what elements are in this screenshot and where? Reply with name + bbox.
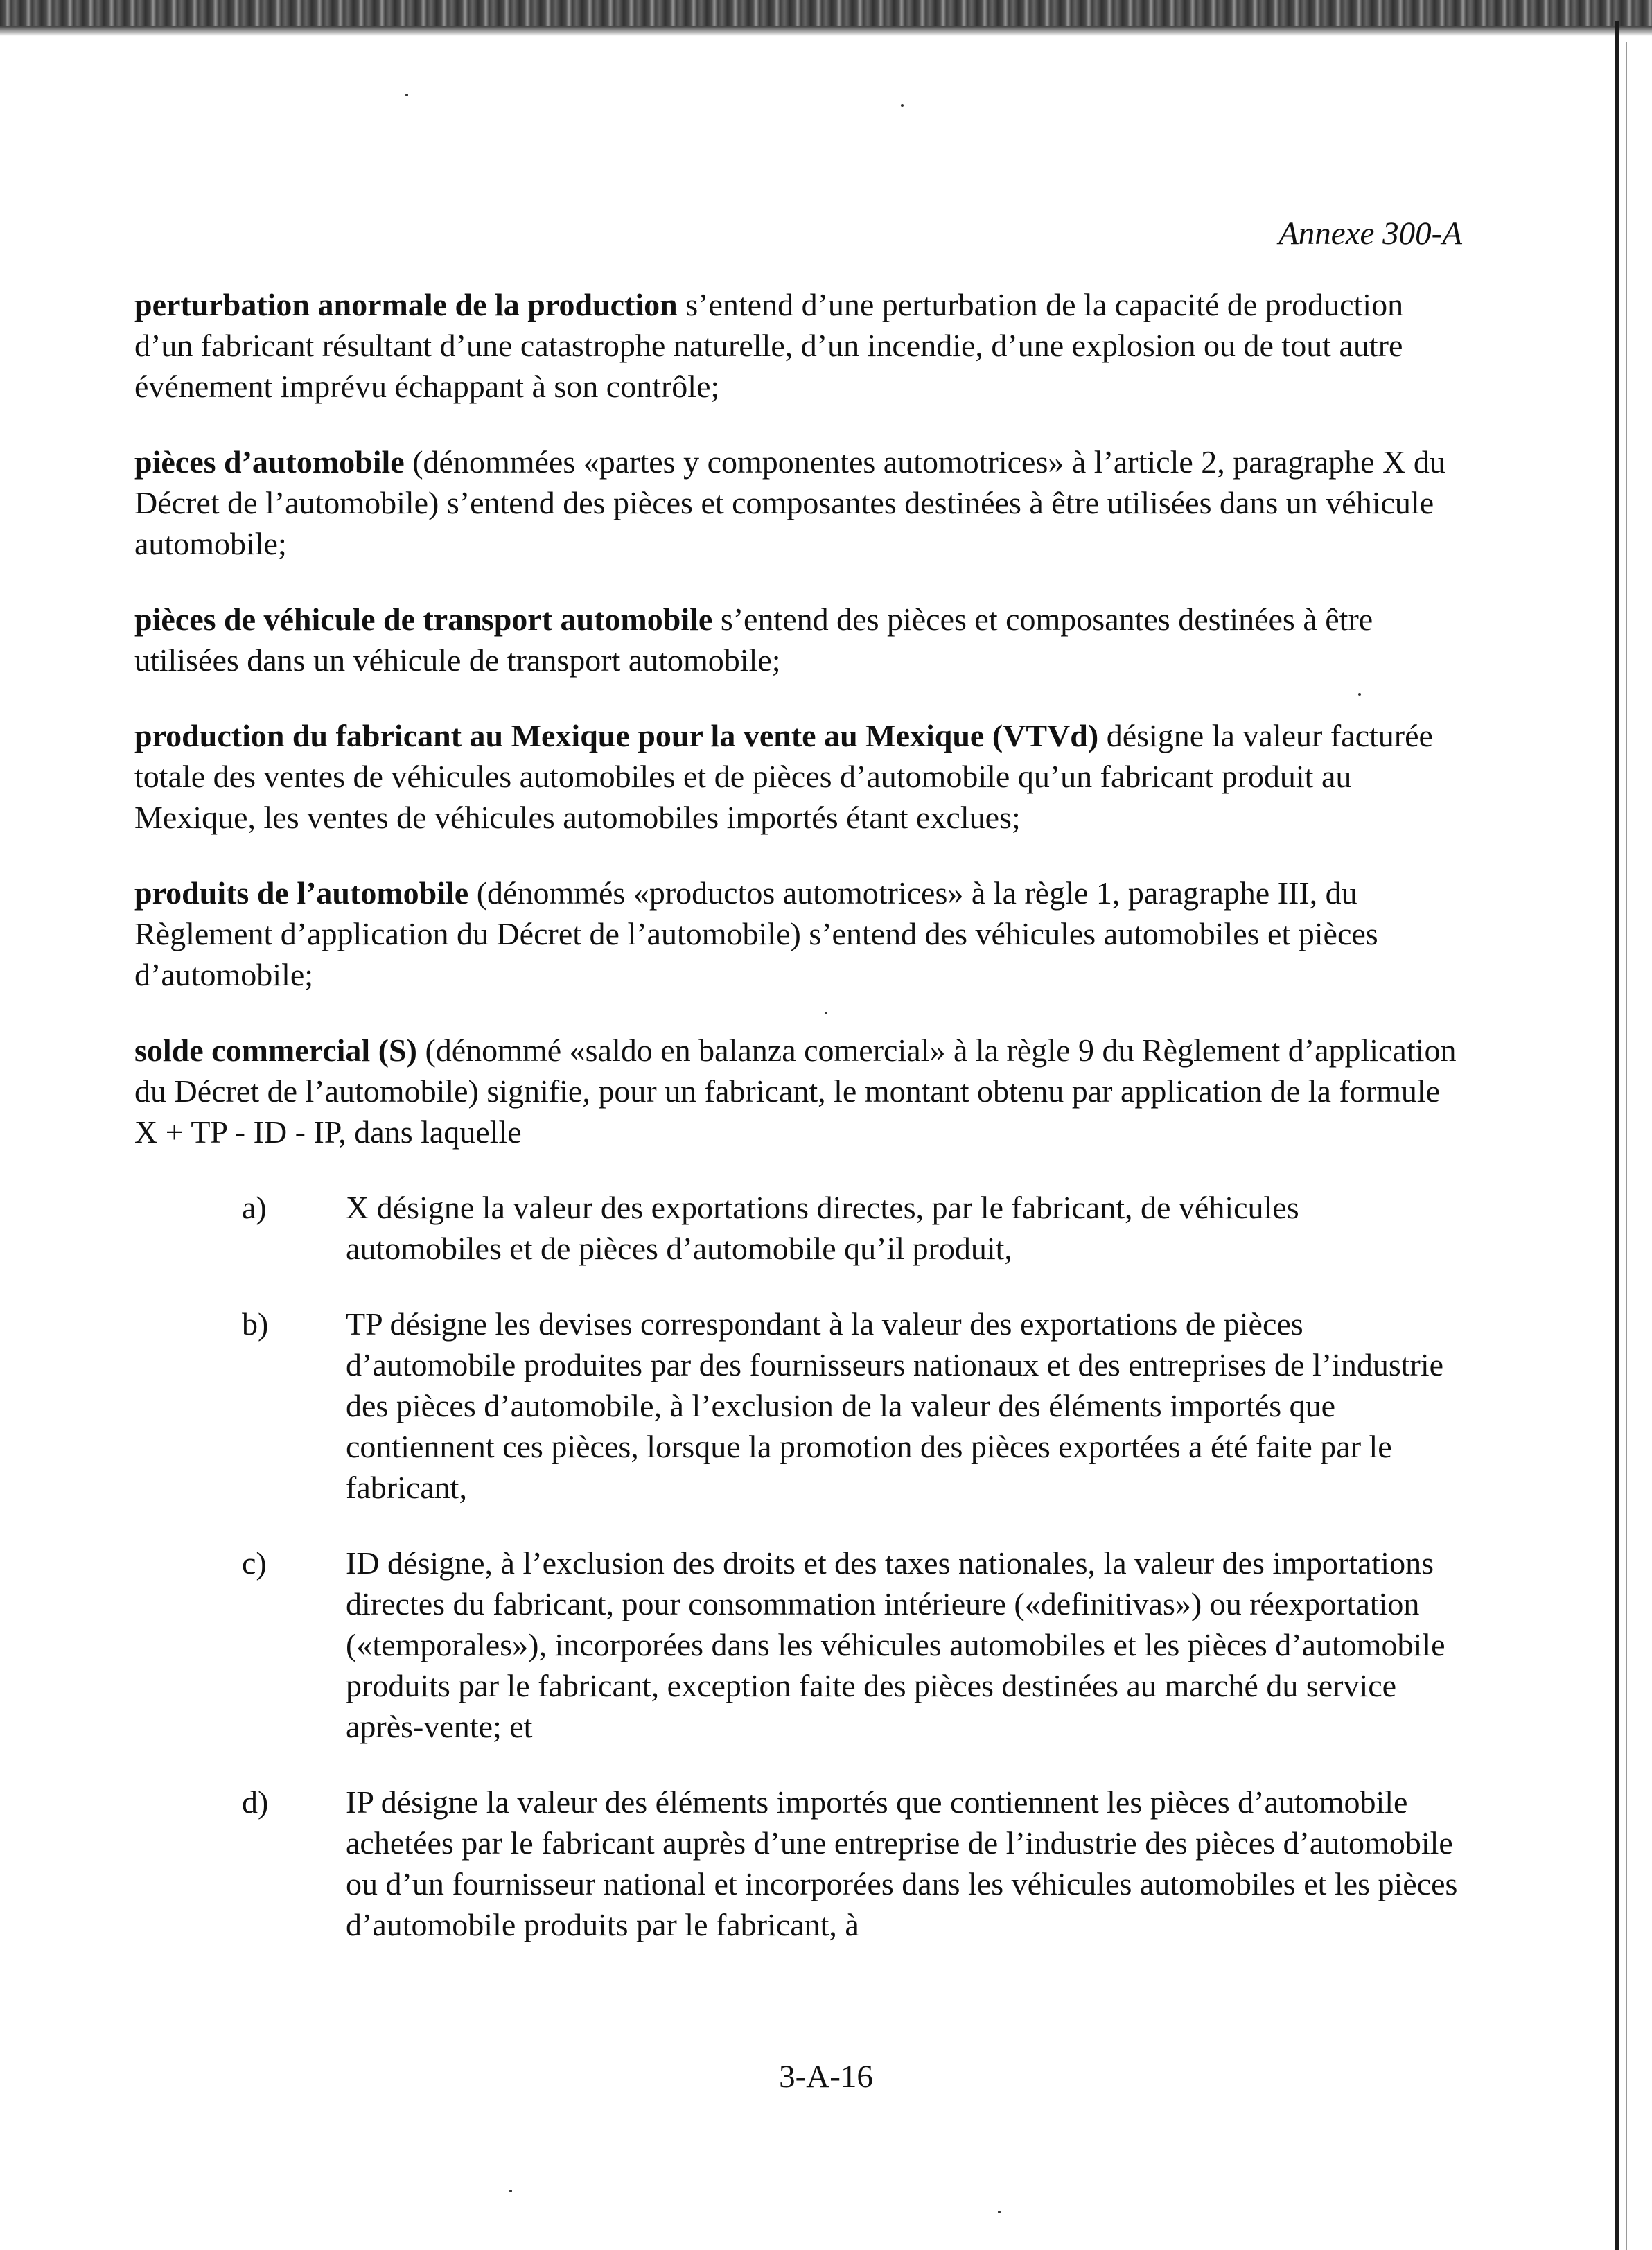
item-text: TP désigne les devises correspondant à la valeur des exportations de pièces d’automobile produites par des fournisseurs nationaux et des entreprises de l’industrie des pièces d’automobile, à l’exclusion de la valeur des éléments importés que contiennent ces pièces, lorsque la promotion des pièces exportées a été faite par le fabricant, [346, 1306, 1444, 1505]
definition-paragraph [134, 1030, 1458, 1152]
definition-text: (dénommées «partes y componentes automotrices» à l’article 2, paragraphe X du Décret de l’automobile) s’entend des pièces et composantes destinées à être utilisées dans un véhicule automobile; [134, 444, 1446, 561]
item-label: d) [242, 1784, 269, 1820]
definition-text: s’entend d’une perturbation de la capacité de production d’un fabricant résultant d’une catastrophe naturelle, d’un incendie, d’une explosion ou de tout autre événement imprévu échappant à son contrôle; [134, 287, 1404, 404]
definition-text: (dénommés «productos automotrices» à la règle 1, paragraphe III, du Règlement d’application du Décret de l’automobile) s’entend des véhicules automobiles et pièces d’automobile; [134, 875, 1378, 992]
definition-term: perturbation anormale de la production [134, 287, 678, 322]
list-item [134, 1782, 1458, 1945]
definition-paragraph [134, 715, 1458, 838]
scan-speck [405, 94, 408, 96]
definition-text: désigne la valeur facturée totale des ventes de véhicules automobiles et de pièces d’automobile qu’un fabricant produit au Mexique, les ventes de véhicules automobiles importés étant exclues; [134, 718, 1433, 835]
item-label: a) [242, 1190, 267, 1225]
definition-paragraph [134, 441, 1458, 564]
definition-term: production du fabricant au Mexique pour la vente au Mexique (VTVd) [134, 718, 1099, 753]
definition-paragraph [134, 284, 1458, 407]
list-item [134, 1303, 1458, 1508]
scan-edge-shadow [0, 26, 1652, 36]
definition-paragraph [134, 599, 1458, 680]
item-text: X désigne la valeur des exportations directes, par le fabricant, de véhicules automobiles et de pièces d’automobile qu’il produit, [346, 1190, 1299, 1266]
page-number: 3-A-16 [779, 2059, 873, 2095]
definition-paragraph [134, 872, 1458, 995]
item-text: IP désigne la valeur des éléments importés que contiennent les pièces d’automobile achetées par le fabricant auprès d’une entreprise de l’industrie des pièces d’automobile ou d’un fournisseur national et incorporées dans les véhicules automobiles et les pièces d’automobile produits par le fabricant, à [346, 1784, 1458, 1942]
list-item [134, 1543, 1458, 1747]
item-text: ID désigne, à l’exclusion des droits et des taxes nationales, la valeur des importations directes du fabricant, pour consommation intérieure («definitivas») ou réexportation («temporales»), incorporées dans les véhicules automobiles et les pièces d’automobile produits par le fabricant, exception faite des pièces destinées au marché du service après-vente; et [346, 1545, 1446, 1744]
document-body [134, 284, 1458, 1980]
annex-header: Annexe 300-A [1278, 216, 1462, 252]
definition-term: pièces d’automobile [134, 444, 405, 480]
definition-term: pièces de véhicule de transport automobile [134, 601, 713, 637]
definition-term: produits de l’automobile [134, 875, 469, 911]
scan-speck [998, 2211, 1001, 2213]
scan-speck [509, 2190, 512, 2192]
item-label: c) [242, 1545, 267, 1581]
scan-edge-right [1615, 21, 1619, 2250]
item-label: b) [242, 1306, 269, 1342]
definition-term: solde commercial (S) [134, 1032, 417, 1068]
definition-text: (dénommé «saldo en balanza comercial» à la règle 9 du Règlement d’application du Décret de l’automobile) signifie, pour un fabricant, le montant obtenu par application de la formule X + TP - ID - IP, dans laquelle [134, 1032, 1457, 1150]
list-item [134, 1187, 1458, 1269]
definition-text: s’entend des pièces et composantes destinées à être utilisées dans un véhicule de transport automobile; [134, 601, 1373, 678]
scan-edge-right-inner [1626, 42, 1627, 2250]
scan-speck [901, 104, 904, 107]
